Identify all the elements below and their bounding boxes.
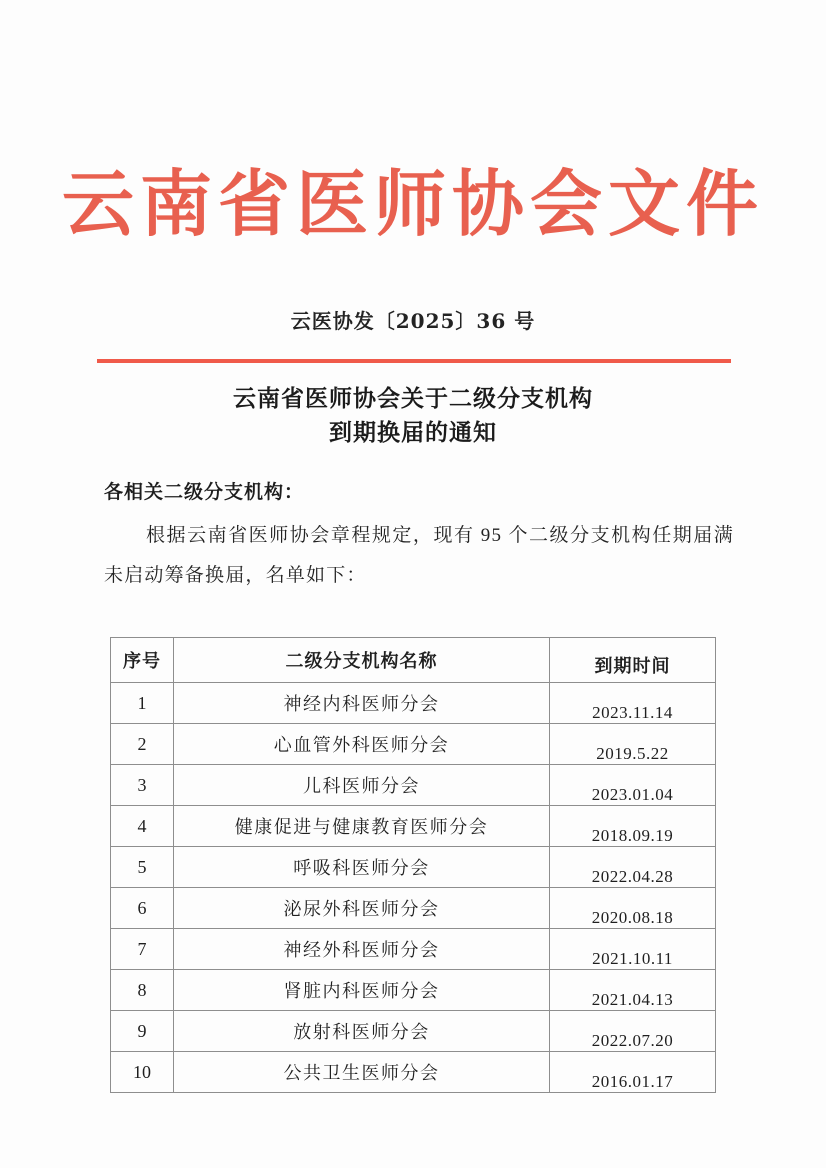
row-index: 5 — [111, 847, 174, 888]
table-row — [111, 1011, 716, 1052]
table-row — [111, 1052, 716, 1093]
expiry-date: 2020.08.18 — [550, 888, 716, 929]
row-index: 10 — [111, 1052, 174, 1093]
expiry-date: 2021.10.11 — [550, 929, 716, 970]
branch-name: 儿科医师分会 — [174, 765, 550, 806]
row-index: 8 — [111, 970, 174, 1011]
row-index: 9 — [111, 1011, 174, 1052]
branch-name: 健康促进与健康教育医师分会 — [174, 806, 550, 847]
branch-name: 神经外科医师分会 — [174, 929, 550, 970]
table-row — [111, 765, 716, 806]
table-row — [111, 888, 716, 929]
expiry-date: 2022.04.28 — [550, 847, 716, 888]
expiry-date: 2019.5.22 — [550, 724, 716, 765]
table-row — [111, 806, 716, 847]
row-index: 3 — [111, 765, 174, 806]
page-title — [0, 382, 826, 450]
row-index: 7 — [111, 929, 174, 970]
red-divider-rule — [97, 359, 731, 363]
branch-name: 放射科医师分会 — [174, 1011, 550, 1052]
expiry-date: 2023.01.04 — [550, 765, 716, 806]
table-row — [111, 970, 716, 1011]
page-title-line-1: 云南省医师协会关于二级分支机构 — [233, 385, 593, 412]
page-title-line-2: 到期换届的通知 — [329, 419, 497, 446]
table-row — [111, 847, 716, 888]
branch-name: 心血管外科医师分会 — [174, 724, 550, 765]
expiry-date: 2022.07.20 — [550, 1011, 716, 1052]
row-index: 1 — [111, 683, 174, 724]
table-header-row — [111, 638, 716, 683]
expiry-date: 2023.11.14 — [550, 683, 716, 724]
expiry-date: 2021.04.13 — [550, 970, 716, 1011]
table-row — [111, 724, 716, 765]
column-header-index: 序号 — [111, 638, 174, 683]
expiring-branches-table — [110, 637, 716, 1093]
branch-name: 神经内科医师分会 — [174, 683, 550, 724]
branch-name: 泌尿外科医师分会 — [174, 888, 550, 929]
table-row — [111, 929, 716, 970]
column-header-name: 二级分支机构名称 — [174, 638, 550, 683]
expiry-date: 2016.01.17 — [550, 1052, 716, 1093]
row-index: 2 — [111, 724, 174, 765]
branch-name: 肾脏内科医师分会 — [174, 970, 550, 1011]
row-index: 4 — [111, 806, 174, 847]
branch-name: 公共卫生医师分会 — [174, 1052, 550, 1093]
column-header-date: 到期时间 — [550, 638, 716, 683]
body-paragraph: 根据云南省医师协会章程规定，现有 95 个二级分支机构任期届满未启动筹备换届，名单如下： — [104, 525, 734, 586]
masthead — [0, 161, 826, 246]
row-index: 6 — [111, 888, 174, 929]
table-row — [111, 683, 716, 724]
expiry-date: 2018.09.19 — [550, 806, 716, 847]
salutation: 各相关二级分支机构： — [104, 481, 305, 503]
organization-title: 云南省医师协会文件 — [61, 161, 764, 246]
branch-name: 呼吸科医师分会 — [174, 847, 550, 888]
document-number: 云医协发〔2025〕36 号 — [290, 309, 536, 333]
